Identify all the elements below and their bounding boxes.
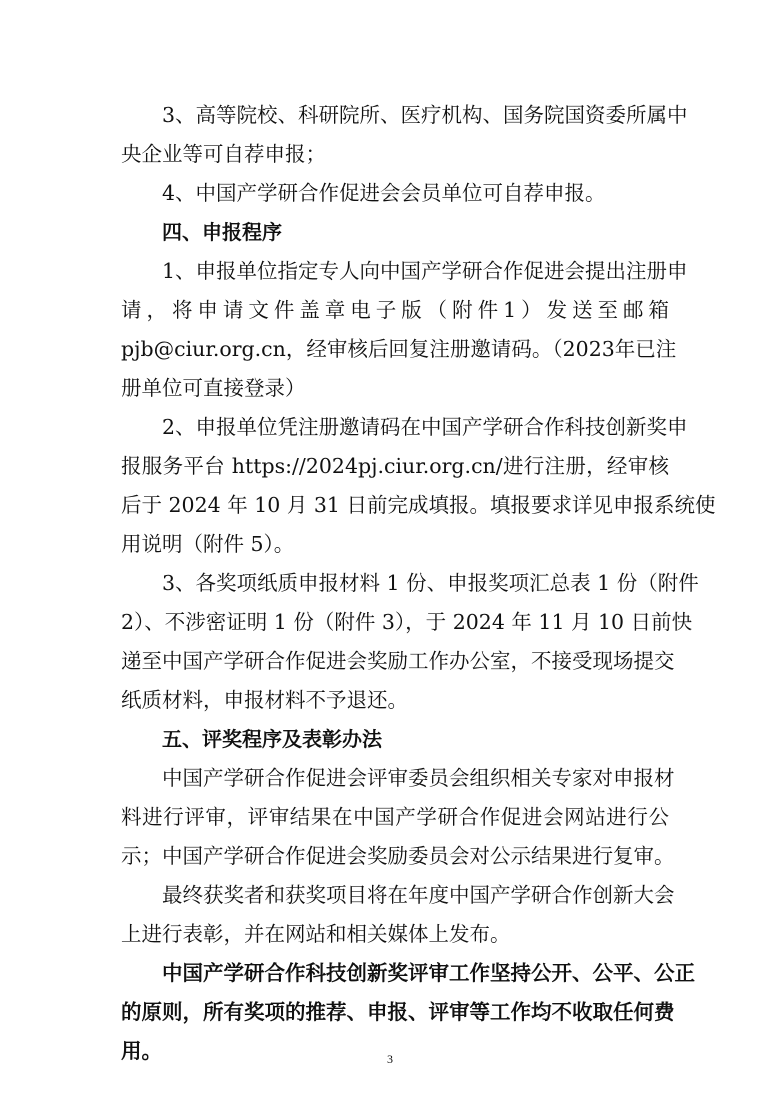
- section-heading: 五、评奖程序及表彰办法: [162, 727, 382, 751]
- paragraph-line: 纸质材料，申报材料不予退还。: [121, 688, 408, 712]
- emphasis-line: 用。: [121, 1039, 162, 1063]
- paragraph-line: pjb@ciur.org.cn，经审核后回复注册邀请码。（2023年已注: [121, 337, 677, 361]
- paragraph-line: 请，将申请文件盖章电子版（附件1）发送至邮箱: [121, 298, 669, 322]
- section-heading: 四、申报程序: [162, 220, 282, 244]
- page-number: 3: [387, 1052, 393, 1066]
- paragraph-line: 中国产学研合作促进会评审委员会组织相关专家对申报材: [162, 766, 675, 790]
- paragraph-line: 示；中国产学研合作促进会奖励委员会对公示结果进行复审。: [121, 844, 675, 868]
- paragraph-line: 2）、不涉密证明 1 份（附件 3），于 2024 年 11 月 10 日前快: [121, 610, 693, 634]
- emphasis-line: 中国产学研合作科技创新奖评审工作坚持公开、公平、公正: [162, 961, 695, 985]
- paragraph-line: 上进行表彰，并在网站和相关媒体上发布。: [121, 922, 511, 946]
- paragraph-line: 料进行评审，评审结果在中国产学研合作促进会网站进行公: [121, 805, 669, 829]
- paragraph-line: 报服务平台 https://2024pj.ciur.org.cn/进行注册，经审核: [121, 454, 669, 478]
- emphasis-line: 的原则，所有奖项的推荐、申报、评审等工作均不收取任何费: [121, 1000, 675, 1024]
- paragraph-line: 最终获奖者和获奖项目将在年度中国产学研合作创新大会: [162, 883, 675, 907]
- paragraph-line: 3、各奖项纸质申报材料 1 份、申报奖项汇总表 1 份（附件: [162, 571, 699, 595]
- paragraph-line: 4、中国产学研合作促进会会员单位可自荐申报。: [162, 181, 606, 205]
- paragraph-line: 2、申报单位凭注册邀请码在中国产学研合作科技创新奖申: [162, 415, 688, 439]
- paragraph-line: 央企业等可自荐申报；: [121, 142, 326, 166]
- paragraph-line: 册单位可直接登录）: [121, 376, 306, 400]
- paragraph-line: 3、高等院校、科研院所、医疗机构、国务院国资委所属中: [162, 103, 688, 127]
- paragraph-line: 递至中国产学研合作促进会奖励工作办公室，不接受现场提交: [121, 649, 675, 673]
- paragraph-line: 1、申报单位指定专人向中国产学研合作促进会提出注册申: [162, 259, 688, 283]
- paragraph-line: 用说明（附件 5）。: [121, 532, 295, 556]
- paragraph-line: 后于 2024 年 10 月 31 日前完成填报。填报要求详见申报系统使: [121, 493, 716, 517]
